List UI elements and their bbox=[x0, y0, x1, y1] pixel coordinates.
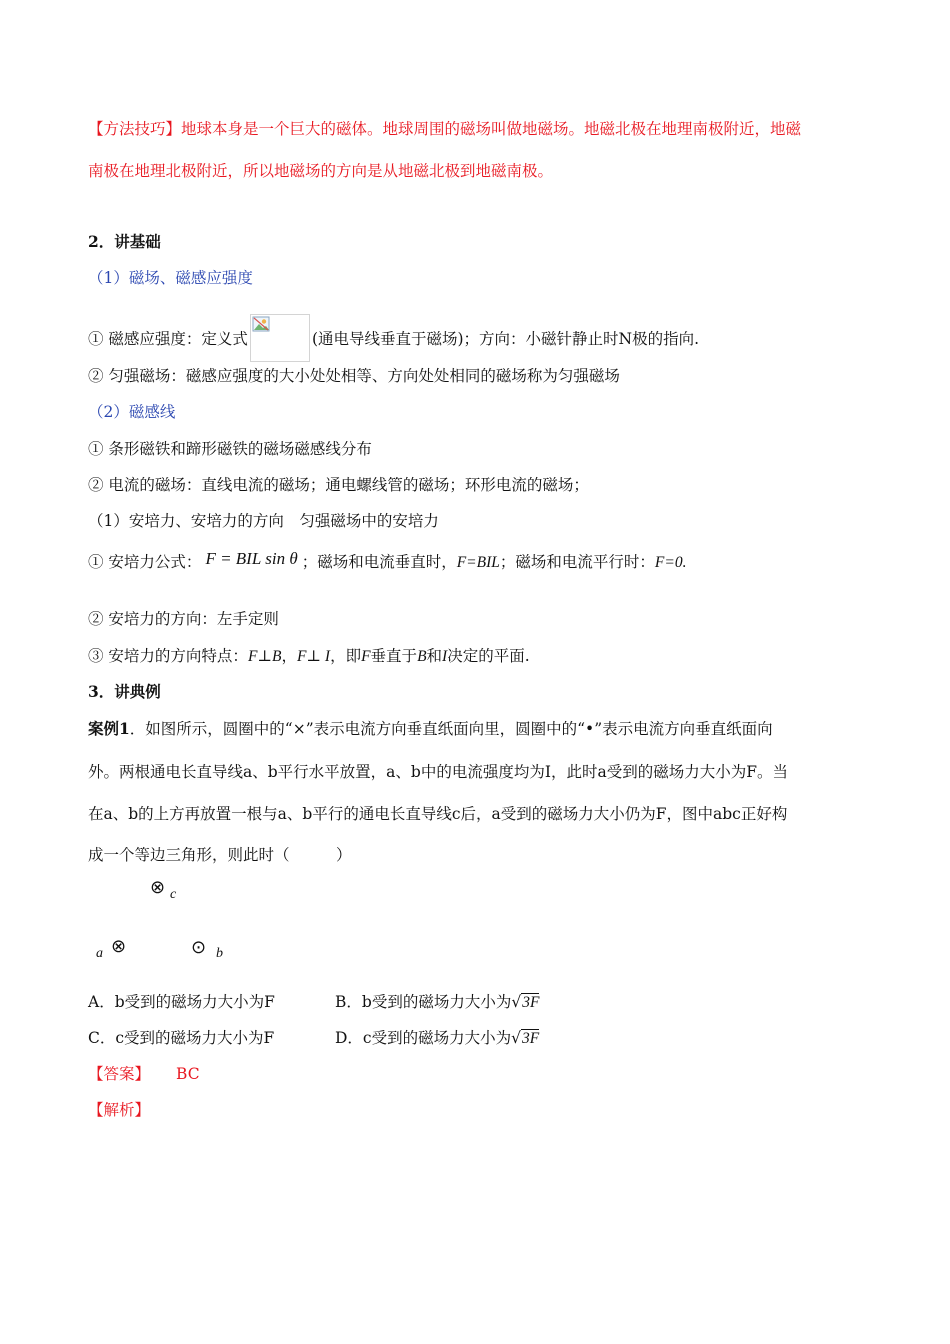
option-d bbox=[335, 1026, 539, 1048]
item-magnet-field-lines: ① 条形磁铁和蹄形磁铁的磁场磁感线分布 bbox=[88, 440, 372, 458]
item-ampere-formula bbox=[88, 549, 686, 572]
tip-line-2: 南极在地理北极附近，所以地磁场的方向是从地磁北极到地磁南极。 bbox=[88, 162, 554, 180]
wire-a-label: a bbox=[96, 946, 103, 961]
answer-line bbox=[88, 1062, 200, 1084]
sqrt-sign: √ bbox=[511, 993, 522, 1011]
wire-a-into-page-icon: ⊗ bbox=[111, 936, 127, 957]
tip-line-1 bbox=[88, 117, 801, 139]
option-c: C．c受到的磁场力大小为F bbox=[88, 1029, 275, 1047]
option-b bbox=[335, 990, 539, 1012]
item-1-text-b: (通电导线垂直于磁场)；方向：小磁针静止时N极的指向. bbox=[311, 330, 700, 348]
item-current-field: ② 电流的磁场：直线电流的磁场；通电螺线管的磁场；环形电流的磁场； bbox=[88, 476, 589, 494]
wire-c-into-page-icon: ⊗ bbox=[150, 877, 166, 898]
tip-text-1: 地球本身是一个巨大的磁体。地球周围的磁场叫做地磁场。地磁北极在地理南极附近，地磁 bbox=[181, 120, 802, 138]
item-5-text-a: ① 安培力公式： bbox=[88, 553, 202, 571]
subheading-magnetic-field: （1）磁场、磁感应强度 bbox=[88, 269, 253, 287]
option-d-sqrt bbox=[511, 1029, 539, 1047]
case-line-4: 成一个等边三角形，则此时（ ） bbox=[88, 846, 352, 864]
broken-image-icon bbox=[250, 314, 310, 362]
option-d-text: D．c受到的磁场力大小为 bbox=[335, 1029, 512, 1047]
item-7-b: B bbox=[417, 648, 427, 665]
section-3-title: 3．讲典例 bbox=[88, 682, 161, 701]
case-line-2: 外。两根通电长直导线a、b平行水平放置，a、b中的电流强度均为I，此时a受到的磁场力大小为F。当 bbox=[88, 763, 788, 781]
answer-tag: 【答案】 bbox=[88, 1065, 151, 1083]
item-5-eq-perp: F=BIL bbox=[456, 554, 500, 571]
item-ampere-direction: ② 安培力的方向：左手定则 bbox=[88, 610, 279, 628]
option-a: A．b受到的磁场力大小为F bbox=[88, 993, 275, 1011]
item-7-f-perp-i: F⊥ I bbox=[296, 648, 331, 665]
ampere-force-formula: F = BIL sin θ bbox=[205, 549, 298, 568]
case-text-1: ．如图所示，圆圈中的“×”表示电流方向垂直纸面向里，圆圈中的“•”表示电流方向垂直纸面向 bbox=[129, 720, 773, 738]
item-7-text-g: 垂直于 bbox=[370, 647, 418, 665]
item-5-eq-parallel: F=0. bbox=[654, 554, 687, 571]
subheading-field-lines: （2）磁感线 bbox=[88, 403, 176, 421]
item-5-text-d: ；磁场和电流平行时： bbox=[499, 553, 655, 571]
item-7-f-perp-b: F⊥B bbox=[247, 648, 282, 665]
case-line-1 bbox=[88, 717, 773, 739]
wire-c-label: c bbox=[170, 887, 177, 902]
item-magnetic-induction bbox=[88, 314, 699, 362]
subheading-ampere-force: （1）安培力、安培力的方向 匀强磁场中的安培力 bbox=[88, 512, 439, 530]
sqrt-radicand: 3F bbox=[522, 994, 540, 1011]
item-5-text-b: ；磁场和电流垂直时， bbox=[301, 553, 457, 571]
wire-b-label: b bbox=[216, 946, 223, 961]
option-b-sqrt bbox=[511, 993, 539, 1011]
wire-b-out-of-page-icon: ⊙ bbox=[191, 937, 207, 958]
item-7-text-a: ③ 安培力的方向特点： bbox=[88, 647, 248, 665]
case-line-3: 在a、b的上方再放置一根与a、b平行的通电长直导线c后，a受到的磁场力大小仍为F，图中abc正好构 bbox=[88, 805, 788, 823]
answer-value: BC bbox=[176, 1065, 200, 1083]
case-tag: 案例1 bbox=[88, 719, 130, 738]
sqrt-radicand: 3F bbox=[522, 1030, 540, 1047]
item-7-comma: ， bbox=[281, 647, 297, 665]
item-7-i: I bbox=[442, 648, 448, 665]
analysis-tag: 【解析】 bbox=[88, 1101, 151, 1119]
item-ampere-features bbox=[88, 644, 530, 666]
item-7-text-i: 和 bbox=[426, 647, 443, 665]
option-b-text: B．b受到的磁场力大小为 bbox=[335, 993, 512, 1011]
item-7-text-k: 决定的平面. bbox=[447, 647, 530, 665]
item-uniform-field: ② 匀强磁场：磁感应强度的大小处处相等、方向处处相同的磁场称为匀强磁场 bbox=[88, 367, 620, 385]
tip-tag: 【方法技巧】 bbox=[88, 120, 182, 138]
item-7-text-e: ，即 bbox=[330, 647, 362, 665]
section-2-title: 2．讲基础 bbox=[88, 232, 161, 251]
item-1-text-a: ① 磁感应强度：定义式 bbox=[88, 330, 248, 348]
sqrt-sign: √ bbox=[511, 1029, 521, 1047]
item-7-f: F bbox=[361, 648, 371, 665]
